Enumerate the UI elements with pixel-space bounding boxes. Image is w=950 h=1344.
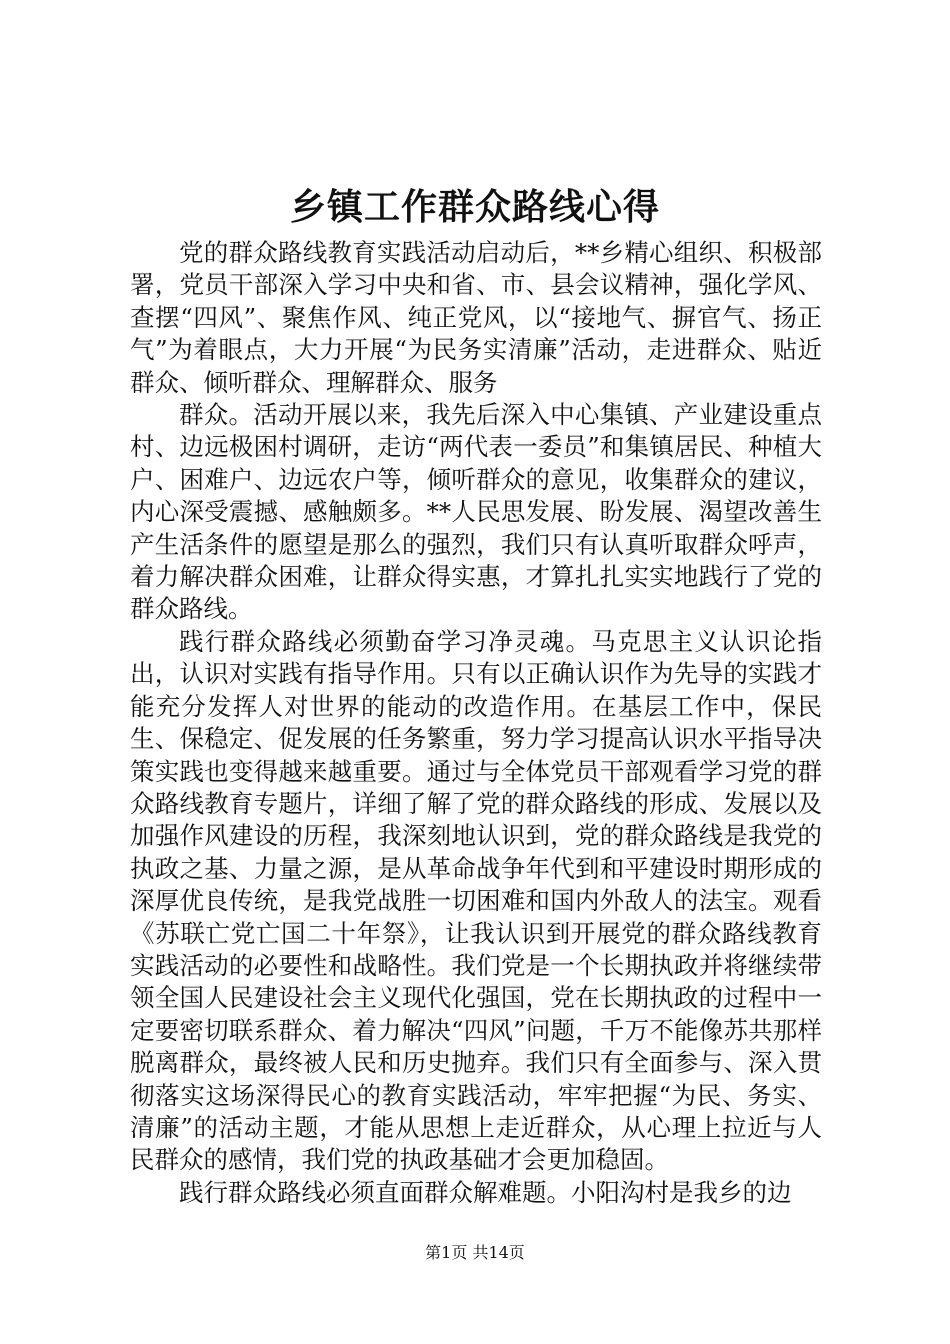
page-number-footer: 第1页 共14页 [425,1243,525,1262]
paragraph-1: 党的群众路线教育实践活动启动后，**乡精心组织、积极部署，党员干部深入学习中央和省、市、县会议精神，强化学风、查摆“四风”、聚焦作风、纯正党风，以“接地气、摒官气、扬正气”为着眼点，大力开展“为民务实清廉”活动，走进群众、贴近群众、倾听群众、理解群众、服务 [130,238,822,397]
paragraph-4: 践行群众路线必须直面群众解难题。小阳沟村是我乡的边 [179,1177,792,1207]
document-body [130,237,822,1209]
document-title: 乡镇工作群众路线心得 [289,187,660,228]
paragraph-3: 践行群众路线必须勤奋学习净灵魂。马克思主义认识论指出，认识对实践有指导作用。只有以正确认识作为先导的实践才能充分发挥人对世界的能动的改造作用。在基层工作中，保民生、保稳定、促发展的任务繁重，努力学习提高认识水平指导决策实践也变得越来越重要。通过与全体党员干部观看学习党的群众路线教育专题片，详细了解了党的群众路线的形成、发展以及加强作风建设的历程，我深刻地认识到，党的群众路线是我党的执政之基、力量之源，是从革命战争年代到和平建设时期形成的深厚优良传统，是我党战胜一切困难和国内外敌人的法宝。观看《苏联亡党亡国二十年祭》，让我认识到开展党的群众路线教育实践活动的必要性和战略性。我们党是一个长期执政并将继续带领全国人民建设社会主义现代化强国，党在长期执政的过程中一定要密切联系群众、着力解决“四风”问题，千万不能像苏共那样脱离群众，最终被人民和历史抛弃。我们只有全面参与、深入贯彻落实这场深得民心的教育实践活动，牢牢把握“为民、务实、清廉”的活动主题，才能从思想上走近群众，从心理上拉近与人民群众的感情，我们党的执政基础才会更加稳固。 [130,626,822,1175]
paragraph-2: 群众。活动开展以来，我先后深入中心集镇、产业建设重点村、边远极困村调研，走访“两代表一委员”和集镇居民、种植大户、困难户、边远农户等，倾听群众的意见，收集群众的建议，内心深受震撼、感触颇多。**人民思发展、盼发展、渴望改善生产生活条件的愿望是那么的强烈，我们只有认真听取群众呼声，着力解决群众困难，让群众得实惠，才算扎扎实实地践行了党的群众路线。 [130,400,822,624]
